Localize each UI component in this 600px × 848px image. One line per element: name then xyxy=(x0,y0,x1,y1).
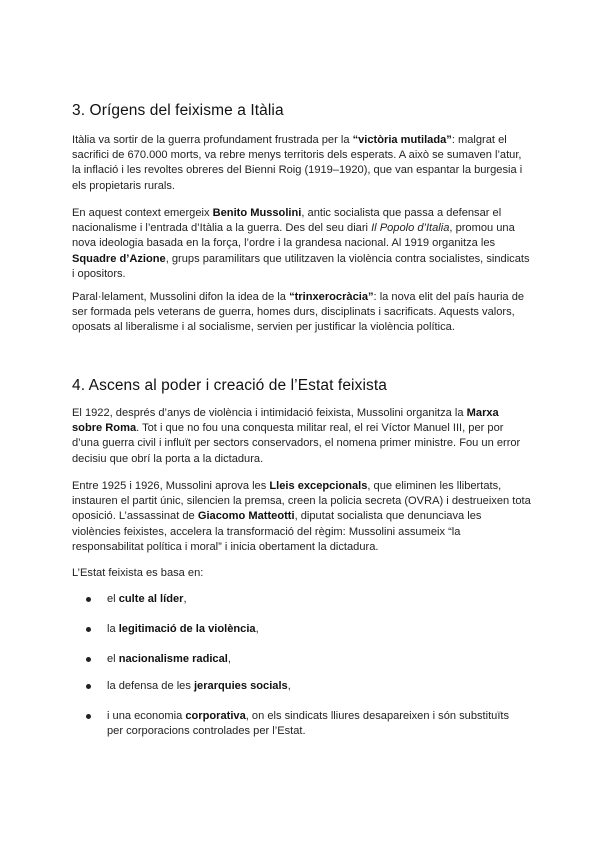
text-run: Paral·lelament, Mussolini difon la idea de la xyxy=(72,291,290,303)
section-4-heading: 4. Ascens al poder i creació de l’Estat feixista xyxy=(72,377,387,394)
bold-term: corporativa xyxy=(185,710,246,722)
text-run: la defensa de les xyxy=(107,680,194,692)
italic-title: Il Popolo d’Italia xyxy=(371,222,450,235)
bullet-icon xyxy=(86,714,91,719)
bullet-icon xyxy=(86,684,91,689)
text-run: El 1922, després d’anys de violència i intimidació feixista, Mussolini organitza la xyxy=(72,407,467,419)
text-run: En aquest context emergeix xyxy=(72,207,213,219)
bullet-icon xyxy=(86,657,91,662)
text-run: , xyxy=(255,623,259,635)
bold-term: jerarquies socials xyxy=(193,680,288,692)
section-3-heading: 3. Orígens del feixisme a Itàlia xyxy=(72,102,284,119)
bold-term: Lleis excepcionals xyxy=(269,480,368,492)
text-run: : malgrat el sacrifici de 670.000 morts, va rebre menys territoris dels esperats. A això se sumaven l’atur, la inflació i les revoltes obreres del Bienni Roig (1919–1920), que van espantar la burgesia i els propietaris rurals. xyxy=(72,134,523,192)
text-run: , xyxy=(287,680,291,692)
text-run: . Tot i que no fou una conquesta militar real, el rei Víctor Manuel III, per por d’una guerra civil i influït per sectors conservadors, el nomena primer ministre. Fou un error decisiu que obrí la porta a la dictadura. xyxy=(72,422,521,465)
bold-term: Marxa sobre Roma xyxy=(72,407,499,435)
text-run: , xyxy=(183,593,187,605)
bold-term: Squadre d’Azione xyxy=(72,252,166,265)
text-run: , grups paramilitars que utilitzaven la violència contra socialistes, sindicats i opositors. xyxy=(72,252,530,280)
text-run: , xyxy=(227,653,231,665)
bold-term: “trinxerocràcia” xyxy=(289,291,374,303)
section-4-paragraph-2 xyxy=(72,479,532,555)
section-3-paragraph-1 xyxy=(72,133,532,194)
section-4-paragraph-1 xyxy=(72,406,532,467)
bold-term: “victòria mutilada” xyxy=(352,134,452,146)
text-run: i una economia xyxy=(107,710,186,722)
bullet-icon xyxy=(86,597,91,602)
text-run: Entre 1925 i 1926, Mussolini aprova les xyxy=(72,480,270,492)
text-run: , antic socialista que passa a defensar el nacionalisme i l’entrada d’Itàlia a la guerra. Des del seu diari xyxy=(72,207,502,235)
section-4-paragraph-3 xyxy=(72,566,532,581)
bold-term: culte al líder xyxy=(118,593,184,605)
bullet-icon xyxy=(86,627,91,632)
text-run: , diputat socialista que denunciava les violències feixistes, accelera la transformació del règim: Mussolini assumeix “la responsabilitat política i moral” i inicia obertament la dictadura. xyxy=(72,510,482,553)
list-intro: L’Estat feixista es basa en: xyxy=(72,567,204,579)
bold-term: legitimació de la violència xyxy=(118,623,256,635)
section-3-paragraph-3 xyxy=(72,290,532,336)
text-run: : la nova elit del país hauria de ser formada pels veterans de guerra, homes durs, disciplinats i sacrificats. Aquests valors, oposats al liberalisme i al socialisme, servien per justificar la violència política. xyxy=(72,291,525,334)
text-run: la xyxy=(107,623,119,635)
text-run: el xyxy=(107,653,119,665)
text-run: , promou una nova ideologia basada en la força, l’ordre i la grandesa nacional. Al 1919 organitza les xyxy=(72,222,515,250)
bold-term: Benito Mussolini xyxy=(212,207,302,219)
text-run: , on els sindicats lliures desapareixen i són substituïts per corporacions controlades per l’Estat. xyxy=(107,710,510,738)
text-run: , que eliminen les llibertats, instauren el partit únic, silencien la premsa, creen la policia secreta (OVRA) i destrueixen tota oposició. L’assassinat de xyxy=(72,480,531,523)
text-run: el xyxy=(107,593,119,605)
bold-term: Giacomo Matteotti xyxy=(197,510,295,523)
bold-term: nacionalisme radical xyxy=(118,653,228,665)
text-run: Itàlia va sortir de la guerra profundament frustrada per la xyxy=(72,134,353,146)
section-3-paragraph-2 xyxy=(72,206,532,282)
